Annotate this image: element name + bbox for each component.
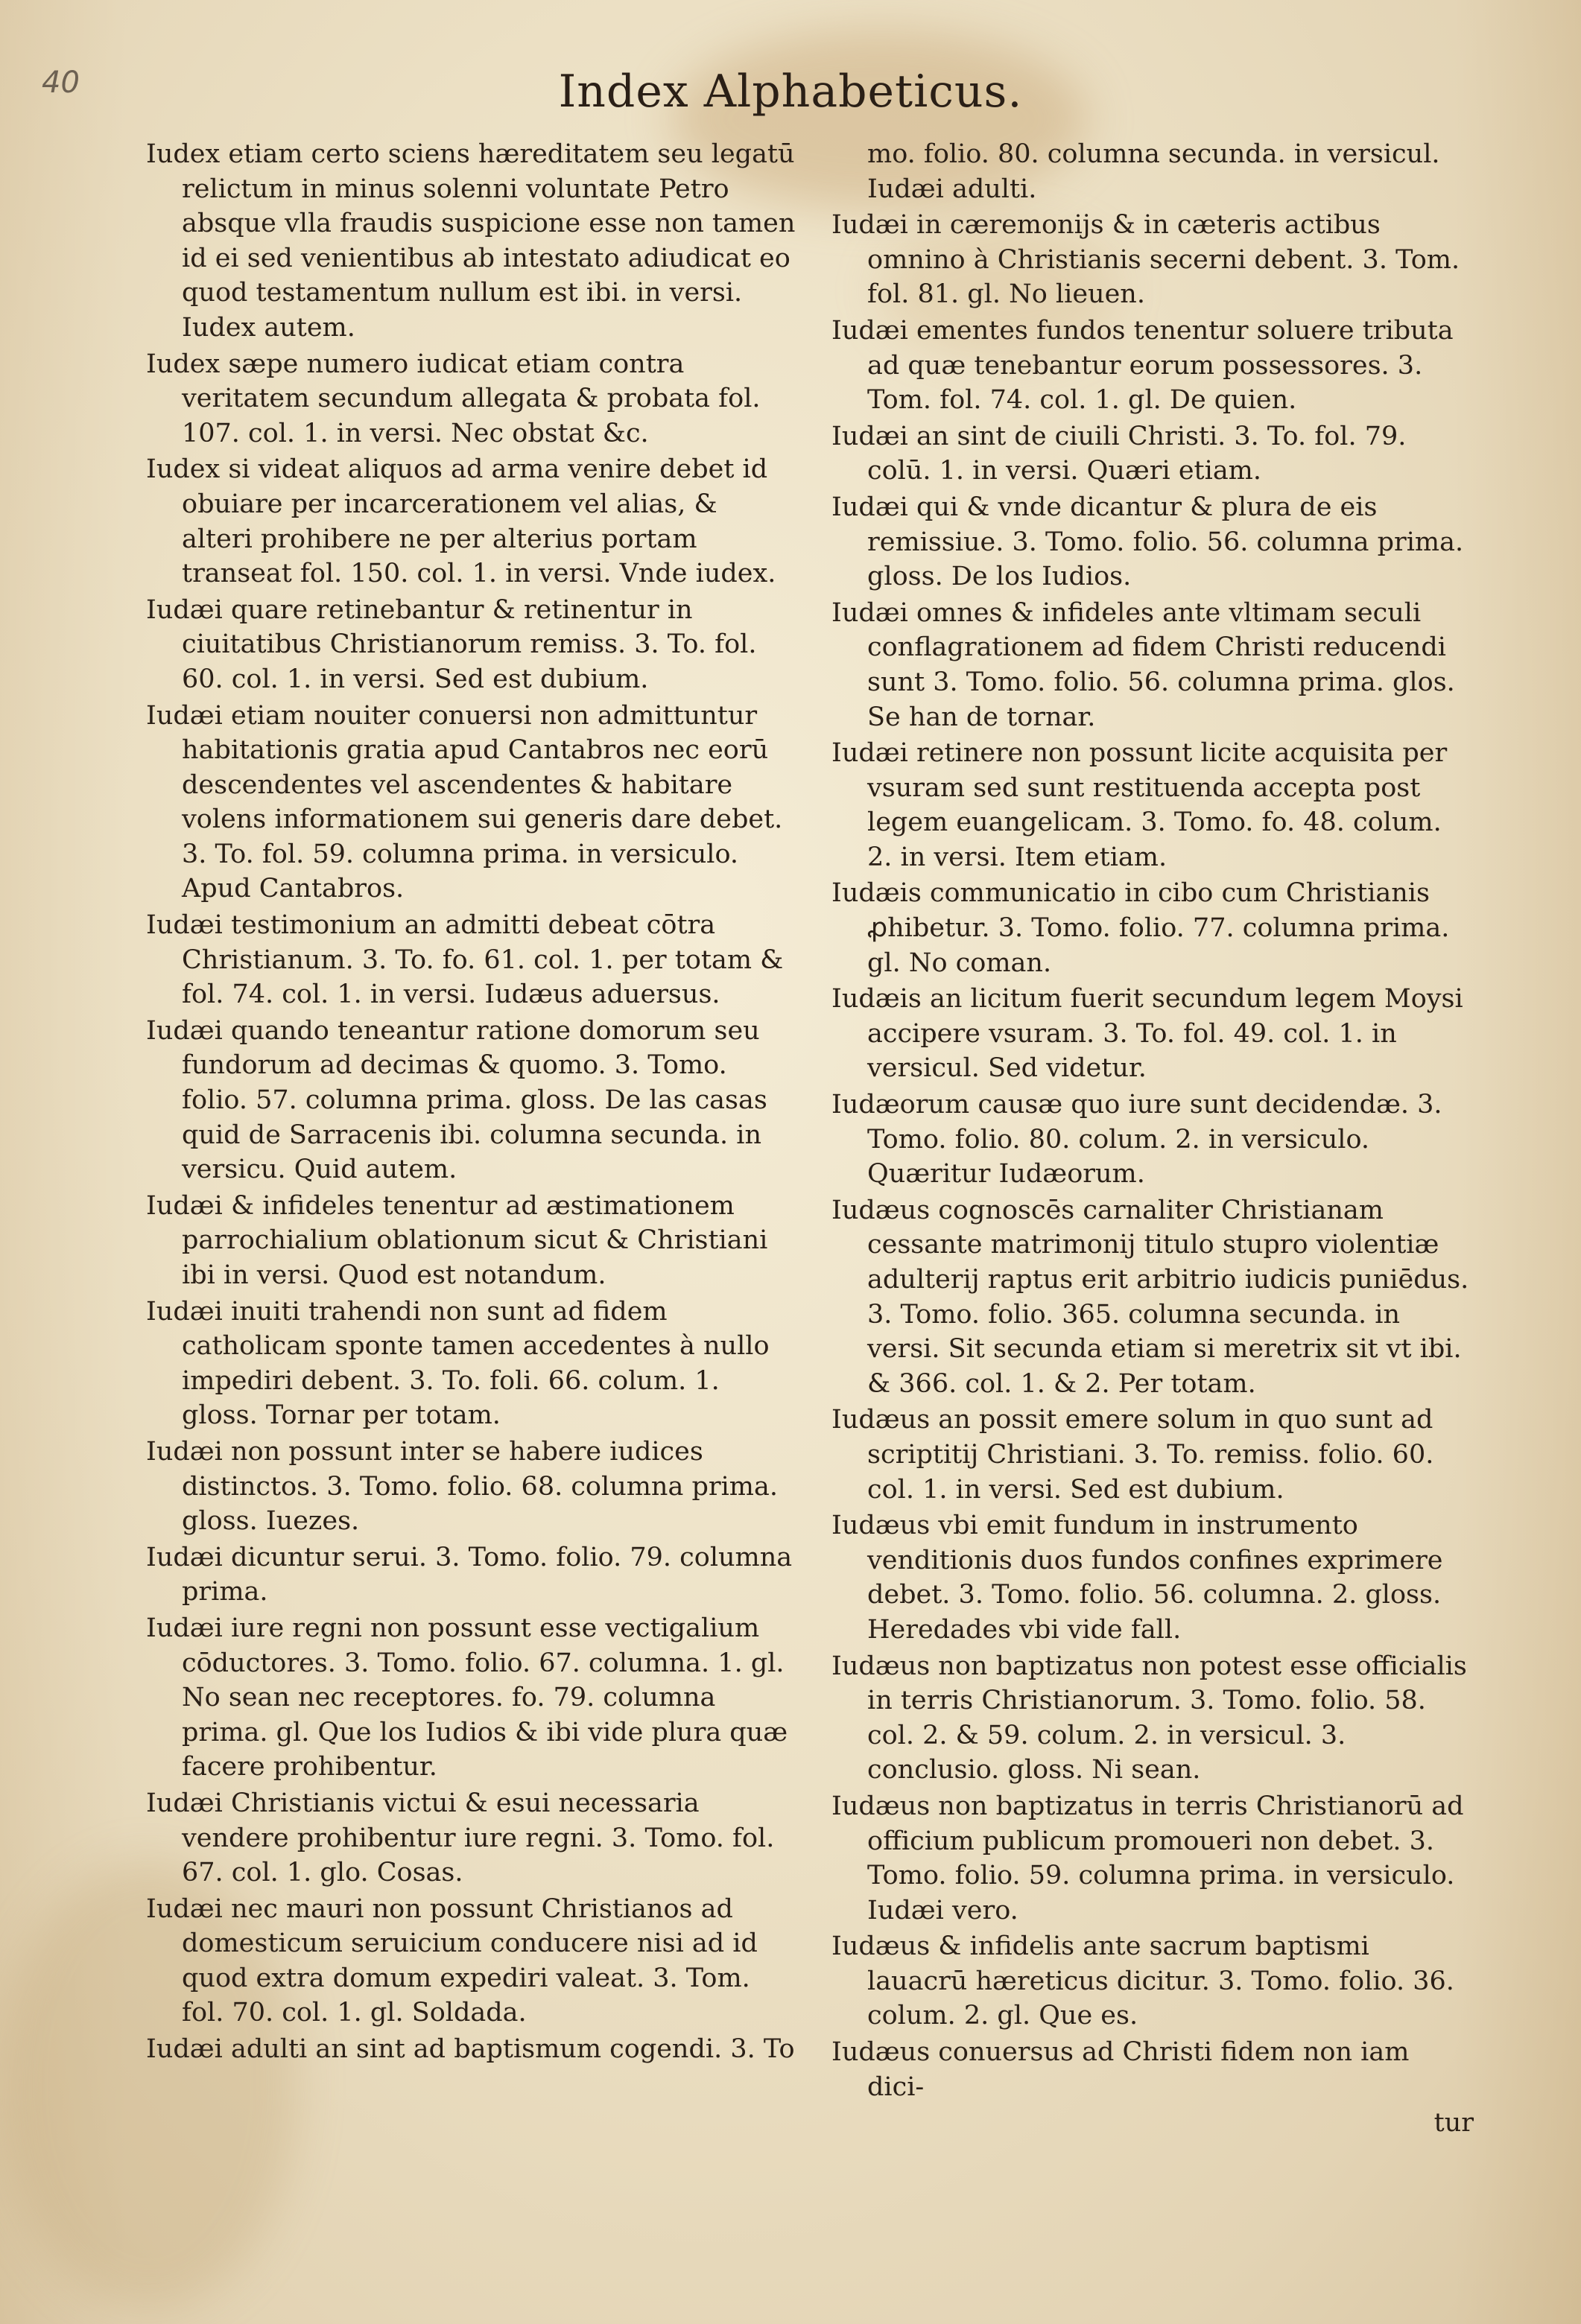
index-entry: Iudæi qui & vnde dicantur & plura de eis remissiue. 3. Tomo. folio. 56. columna prima. gloss. De los Iudios. <box>831 492 1464 592</box>
index-entry: Iudæi retinere non possunt licite acquisita per vsuram sed sunt restituenda accepta post legem euangelicam. 3. Tomo. fo. 48. colum. 2. in versi. Item etiam. <box>831 738 1448 872</box>
index-entry: Iudæus cognoscēs carnaliter Christianam cessante matrimonij titulo stupro violentiæ adulterij raptus erit arbitrio iudicis puniēdus. 3. Tomo. folio. 365. columna secunda. in versi. Sit secunda etiam si meretrix sit vt ibi. & 366. col. 1. & 2. Per totam. <box>831 1195 1469 1399</box>
index-entry: Iudæi etiam nouiter conuersi non admittuntur habitationis gratia apud Cantabros nec eorū descendentes vel ascendentes & habitare volens informationem sui generis dare debet. 3. To. fol. 59. columna prima. in versiculo. Apud Cantabros. <box>146 700 783 904</box>
page-number: 40 <box>42 66 80 100</box>
index-entry: Iudæi dicuntur serui. 3. Tomo. folio. 79. columna prima. <box>146 1542 793 1607</box>
index-entry: Iudex sæpe numero iudicat etiam contra veritatem secundum allegata & probata fol. 107. col. 1. in versi. Nec obstat &c. <box>146 349 761 448</box>
index-entry: Iudex si videat aliquos ad arma venire debet id obuiare per incarcerationem vel alias, & alteri prohibere ne per alterius portam transeat fol. 150. col. 1. in versi. Vnde iudex. <box>146 454 776 589</box>
index-entry: Iudæis an licitum fuerit secundum legem Moysi accipere vsuram. 3. To. fol. 49. col. 1. in versicul. Sed videtur. <box>831 984 1463 1084</box>
index-entry: Iudæi Christianis victui & esui necessaria vendere prohibentur iure regni. 3. Tomo. fol. 67. col. 1. glo. Cosas. <box>146 1788 775 1888</box>
index-column-right <box>831 137 1474 2142</box>
index-entry: Iudæus an possit emere solum in quo sunt ad scriptitij Christiani. 3. To. remiss. folio. 60. col. 1. in versi. Sed est dubium. <box>831 1405 1434 1505</box>
catchword: tur <box>1433 2108 1474 2139</box>
index-entry: Iudæorum causæ quo iure sunt decidendæ. 3. Tomo. folio. 80. colum. 2. in versiculo. Quæritur Iudæorum. <box>831 1090 1442 1190</box>
index-entry: Iudæi in cæremonijs & in cæteris actibus omnino à Christianis secerni debent. 3. Tom. fol. 81. gl. No lieuen. <box>831 210 1460 310</box>
index-entry: Iudæis communicatio in cibo cum Christianis ꝓhibetur. 3. Tomo. folio. 77. columna prima. gl. No coman. <box>831 878 1450 978</box>
index-entry: Iudæus conuersus ad Christi fidem non iam dici- <box>831 2037 1410 2102</box>
index-entry: Iudæi adulti an sint ad baptismum cogendi. 3. To <box>146 2034 795 2065</box>
index-entry: Iudæus non baptizatus in terris Christianorū ad officium publicum promoueri non debet. 3. Tomo. folio. 59. columna prima. in versiculo. Iudæi vero. <box>831 1791 1464 1925</box>
index-entry: Iudæi non possunt inter se habere iudices distinctos. 3. Tomo. folio. 68. columna prima. gloss. Iuezes. <box>146 1436 778 1537</box>
index-entry: Iudæus vbi emit fundum in instrumento venditionis duos fundos confines exprimere debet. 3. Tomo. folio. 56. columna. 2. gloss. Heredades vbi vide fall. <box>831 1511 1443 1645</box>
index-entry: Iudæi nec mauri non possunt Christianos ad domesticum seruicium conducere nisi ad id quod extra domum expediri valeat. 3. Tom. fol. 70. col. 1. gl. Soldada. <box>146 1893 758 2028</box>
running-head: Index Alphabeticus. <box>558 66 1023 118</box>
index-entry: Iudæi inuiti trahendi non sunt ad fidem catholicam sponte tamen accedentes à nullo impediri debent. 3. To. foli. 66. colum. 1. gloss. Tornar per totam. <box>146 1296 770 1431</box>
index-entry-continued: mo. folio. 80. columna secunda. in versicul. Iudæi adulti. <box>867 139 1440 204</box>
index-entry: Iudæi quare retinebantur & retinentur in ciuitatibus Christianorum remiss. 3. To. fol. 60. col. 1. in versi. Sed est dubium. <box>146 594 757 694</box>
index-entry: Iudæi omnes & infideles ante vltimam seculi conflagrationem ad fidem Christi reducendi sunt 3. Tomo. folio. 56. columna prima. glos. Se han de tornar. <box>831 597 1455 732</box>
index-entry: Iudæi an sint de ciuili Christi. 3. To. fol. 79. colū. 1. in versi. Quæri etiam. <box>831 421 1407 486</box>
index-column-left <box>146 137 796 2069</box>
index-entry: Iudæi iure regni non possunt esse vectigalium cōductores. 3. Tomo. folio. 67. columna. 1. gl. No sean nec receptores. fo. 79. columna prima. gl. Que los Iudios & ibi vide plura quæ facere prohibentur. <box>146 1613 788 1782</box>
index-entry: Iudæi & infideles tenentur ad æstimationem parrochialium oblationum sicut & Christiani ibi in versi. Quod est notandum. <box>146 1190 768 1290</box>
index-entry: Iudæi ementes fundos tenentur soluere tributa ad quæ tenebantur eorum possessores. 3. Tom. fol. 74. col. 1. gl. De quien. <box>831 315 1454 416</box>
index-entry: Iudex etiam certo sciens hæreditatem seu legatū relictum in minus solenni voluntate Petro absque vlla fraudis suspicione esse non tamen id ei sed venientibus ab intestato adiudicat eo quod testamentum nullum est ibi. in versi. Iudex autem. <box>146 139 796 343</box>
index-entry: Iudæus & infidelis ante sacrum baptismi lauacrū hæreticus dicitur. 3. Tomo. folio. 36. colum. 2. gl. Que es. <box>831 1931 1454 2031</box>
index-entry: Iudæi quando teneantur ratione domorum seu fundorum ad decimas & quomo. 3. Tomo. folio. 57. columna prima. gloss. De las casas quid de Sarracenis ibi. columna secunda. in versicu. Quid autem. <box>146 1015 767 1185</box>
index-entry: Iudæi testimonium an admitti debeat cōtra Christianum. 3. To. fo. 61. col. 1. per totam & fol. 74. col. 1. in versi. Iudæus aduersus. <box>146 910 784 1010</box>
index-entry: Iudæus non baptizatus non potest esse officialis in terris Christianorum. 3. Tomo. folio. 58. col. 2. & 59. colum. 2. in versicul. 3. conclusio. gloss. Ni sean. <box>831 1651 1467 1785</box>
